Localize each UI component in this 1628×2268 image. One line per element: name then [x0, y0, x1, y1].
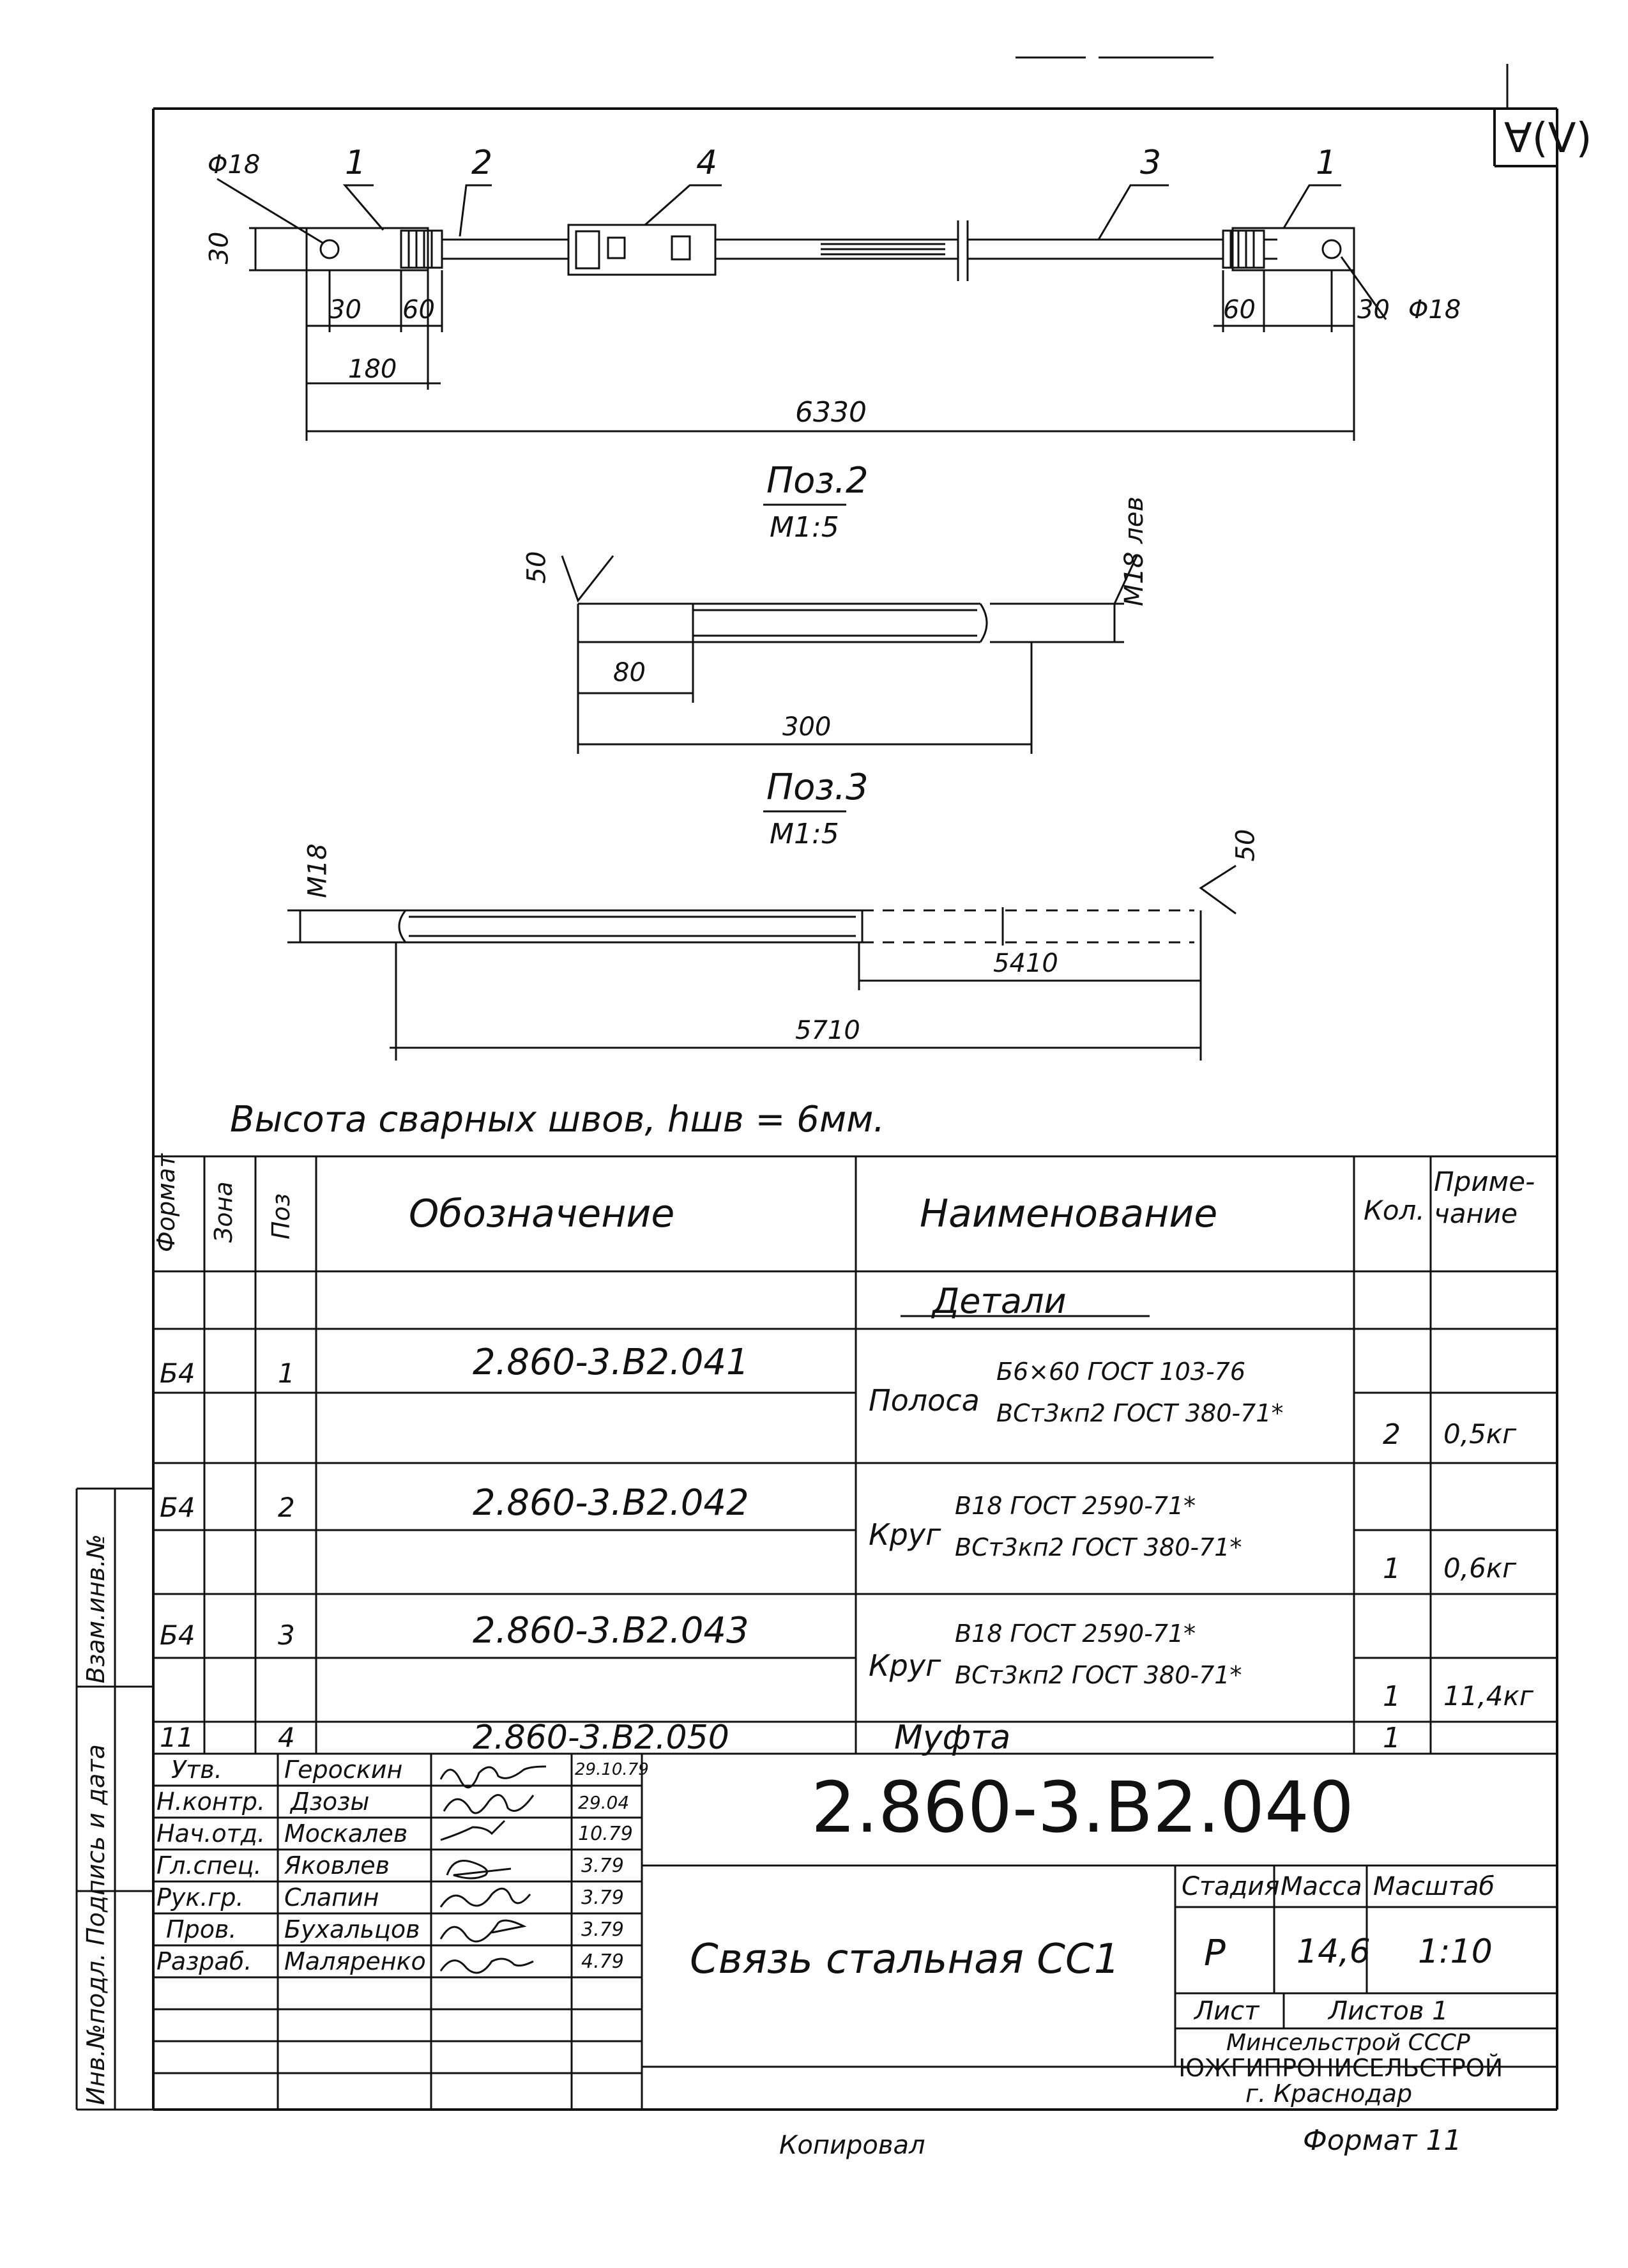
callout-2: 2 — [471, 144, 493, 182]
table-row-2-format: Б4 — [160, 1492, 195, 1523]
pos2-dim-total: 300 — [782, 712, 832, 742]
table-row-1-format: Б4 — [160, 1358, 195, 1389]
header-qty: Кол. — [1364, 1195, 1425, 1226]
format-label: Формат 11 — [1303, 2124, 1462, 2157]
pos3-dim-inner: 5410 — [993, 949, 1058, 978]
sig-date-7: 4.79 — [581, 1950, 624, 1973]
pos3-title: Поз.3 — [766, 767, 869, 808]
sig-role-2: Н.контр. — [156, 1788, 266, 1816]
table-row-2-note: 0,6кг — [1443, 1552, 1517, 1584]
side-replace-inv: Взам.инв.№ — [82, 1534, 110, 1683]
dim-offset-right: 30 — [1357, 295, 1390, 325]
table-row-1-qty: 2 — [1383, 1418, 1401, 1451]
header-name: Наименование — [920, 1191, 1218, 1236]
sig-date-1: 29.10.79 — [575, 1760, 649, 1779]
table-row-2-name: Круг — [869, 1517, 941, 1552]
sig-date-3: 10.79 — [578, 1823, 633, 1845]
dim-height: 30 — [204, 231, 234, 264]
table-row-4-format: 11 — [160, 1722, 194, 1753]
dim-offset-left: 30 — [329, 295, 361, 325]
table-row-2-designation: 2.860-3.В2.042 — [473, 1482, 749, 1524]
table-row-3-qty: 1 — [1383, 1680, 1401, 1713]
header-note: Приме-чание — [1434, 1166, 1535, 1229]
pos3-dim-total: 5710 — [795, 1016, 860, 1045]
weld-note: Высота сварных швов, hшв = 6мм. — [230, 1099, 885, 1140]
table-row-1-pos: 1 — [278, 1358, 295, 1389]
header-designation: Обозначение — [409, 1191, 675, 1236]
table-row-2-pos: 2 — [278, 1492, 295, 1523]
pos3-thread: М18 — [303, 843, 333, 898]
table-row-4-qty: 1 — [1383, 1722, 1401, 1754]
table-row-3-spec-top: В18 ГОСТ 2590-71* — [955, 1620, 1196, 1648]
table-row-1-note: 0,5кг — [1443, 1418, 1517, 1450]
pos2-roughness: 50 — [522, 551, 552, 584]
table-row-2-qty: 1 — [1383, 1552, 1401, 1585]
sig-name-2: Дзозы — [291, 1788, 370, 1816]
table-row-2-spec-bottom: ВСт3кп2 ГОСТ 380-71* — [955, 1533, 1242, 1561]
sheet-label: Лист — [1194, 1996, 1259, 2026]
table-row-3-name: Круг — [869, 1648, 941, 1683]
org-line1: Минсельстрой СССР — [1226, 2030, 1470, 2056]
dim-strip-len: 180 — [348, 355, 397, 384]
callout-3: 3 — [1140, 144, 1162, 182]
sig-role-7: Разраб. — [156, 1947, 252, 1975]
document-number: 2.860-3.В2.040 — [811, 1766, 1354, 1848]
header-format: Формат — [152, 1153, 180, 1252]
org-line2: ЮЖГИПРОНИСЕЛЬСТРОЙ — [1178, 2054, 1503, 2082]
sig-date-6: 3.79 — [581, 1919, 624, 1941]
callout-1-left: 1 — [345, 144, 367, 182]
header-zone: Зона — [209, 1181, 238, 1243]
table-row-1-name: Полоса — [869, 1383, 980, 1418]
sig-name-3: Москалев — [284, 1820, 408, 1848]
sig-name-7: Маляренко — [284, 1947, 426, 1975]
dim-hole-right: Φ18 — [1408, 295, 1461, 325]
table-row-1-designation: 2.860-3.В2.041 — [473, 1342, 749, 1383]
side-sign-date: Подпись и дата — [82, 1744, 110, 1945]
dim-hole-left: Φ18 — [208, 150, 261, 180]
pos3-roughness: 50 — [1231, 829, 1261, 862]
table-row-1-spec-top: Б6×60 ГОСТ 103-76 — [996, 1358, 1246, 1386]
sig-name-1: Героскин — [284, 1756, 403, 1784]
corner-mark: ∀(V) — [1504, 115, 1592, 162]
stage-value: Р — [1204, 1933, 1226, 1974]
sig-date-2: 29.04 — [578, 1792, 630, 1813]
table-row-3-pos: 3 — [278, 1620, 295, 1651]
stage-label: Стадия — [1182, 1872, 1280, 1901]
sig-role-6: Пров. — [166, 1915, 237, 1943]
dim-overall: 6330 — [795, 396, 867, 429]
scale-label: Масштаб — [1373, 1872, 1495, 1901]
dim-thread-left: 60 — [402, 295, 435, 325]
sig-name-5: Слапин — [284, 1883, 379, 1912]
table-row-2-spec-top: В18 ГОСТ 2590-71* — [955, 1492, 1196, 1520]
table-row-3-spec-bottom: ВСт3кп2 ГОСТ 380-71* — [955, 1661, 1242, 1689]
sig-date-5: 3.79 — [581, 1887, 624, 1909]
org-line3: г. Краснодар — [1245, 2080, 1413, 2108]
sig-role-4: Гл.спец. — [156, 1851, 262, 1880]
drawing-title: Связь стальная СС1 — [690, 1936, 1120, 1983]
pos2-scale: М1:5 — [770, 511, 839, 544]
table-row-3-designation: 2.860-3.В2.043 — [473, 1610, 749, 1651]
table-row-1-spec-bottom: ВСт3кп2 ГОСТ 380-71* — [996, 1399, 1284, 1427]
pos2-thread: М18 лев — [1119, 496, 1149, 606]
table-row-4-designation: 2.860-3.В2.050 — [473, 1719, 729, 1757]
table-row-3-format: Б4 — [160, 1620, 195, 1651]
side-inv-orig: Инв.№подл. — [82, 1952, 110, 2105]
pos3-scale: М1:5 — [770, 818, 839, 850]
sig-date-4: 3.79 — [581, 1855, 624, 1877]
table-row-3-note: 11,4кг — [1443, 1680, 1533, 1712]
sig-name-4: Яковлев — [284, 1851, 390, 1880]
scale-value: 1:10 — [1418, 1933, 1493, 1971]
mass-value: 14,6 — [1297, 1933, 1371, 1971]
callout-4: 4 — [696, 144, 718, 182]
sig-role-1: Утв. — [171, 1756, 222, 1784]
sig-name-6: Бухальцов — [284, 1915, 420, 1943]
table-row-4-pos: 4 — [278, 1722, 295, 1753]
section-details: Детали — [932, 1281, 1067, 1321]
sig-role-5: Рук.гр. — [156, 1883, 244, 1912]
dim-thread-right: 60 — [1223, 295, 1256, 325]
sig-role-3: Нач.отд. — [156, 1820, 266, 1848]
mass-label: Масса — [1281, 1872, 1362, 1901]
header-pos: Поз — [267, 1193, 295, 1239]
pos2-title: Поз.2 — [766, 460, 869, 502]
callout-1-right: 1 — [1316, 144, 1337, 182]
pos2-dim-thread: 80 — [613, 658, 646, 687]
table-row-4-name: Муфта — [894, 1719, 1011, 1757]
sheets-label: Листов 1 — [1328, 1996, 1449, 2026]
copied-label: Копировал — [779, 2131, 925, 2160]
